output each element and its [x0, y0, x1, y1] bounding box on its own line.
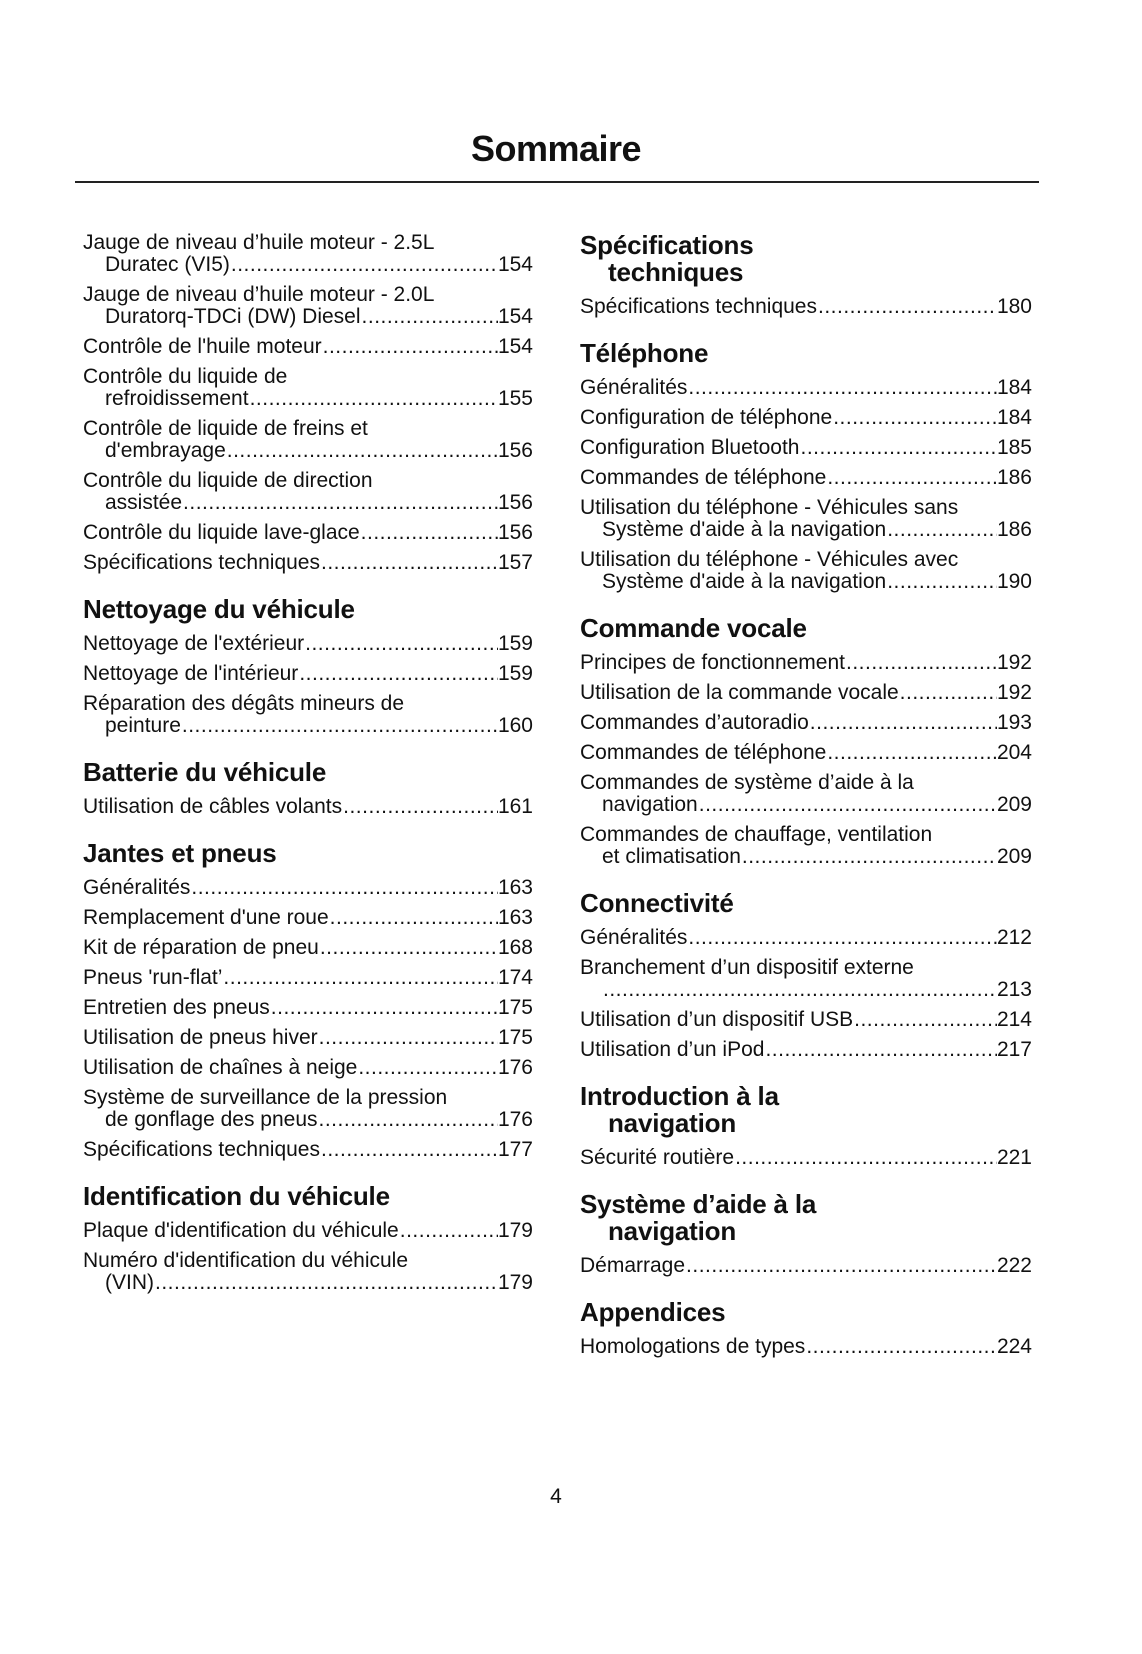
toc-entry-line — [83, 1087, 533, 1109]
page-title: Sommaire — [470, 128, 642, 169]
dot-leader — [685, 1255, 997, 1277]
toc-entry-page: 213 — [996, 978, 1032, 1001]
dot-leader — [320, 552, 498, 574]
toc-entry-page: 154 — [497, 305, 533, 328]
toc-entry-page: 156 — [497, 491, 533, 514]
dot-leader — [800, 437, 997, 459]
toc-entry-label: Entretien des pneus — [83, 996, 270, 1019]
dot-leader — [318, 1027, 498, 1049]
toc-entry-line — [580, 794, 1032, 816]
toc-entry-line — [580, 1255, 1032, 1277]
dot-leader — [399, 1220, 498, 1242]
toc-entry-line — [580, 437, 1032, 459]
toc-entry-line — [580, 742, 1032, 764]
toc-entry-line — [83, 388, 533, 410]
toc-entry-line — [580, 296, 1032, 318]
section-heading — [580, 890, 1032, 917]
toc-entry-page: 186 — [996, 518, 1032, 541]
dot-leader — [222, 967, 498, 989]
dot-leader — [817, 296, 997, 318]
toc-entry-line — [580, 979, 1032, 1001]
dot-leader — [249, 388, 498, 410]
dot-leader — [826, 467, 997, 489]
section-heading — [83, 840, 533, 867]
toc-entry-label: Spécifications techniques — [83, 551, 320, 574]
toc-entry[interactable] — [83, 1220, 533, 1242]
toc-entry-line — [580, 549, 1032, 571]
toc-entry[interactable] — [83, 470, 533, 514]
toc-entry-line — [83, 796, 533, 818]
toc-entry[interactable] — [83, 967, 533, 989]
dot-leader — [764, 1039, 997, 1061]
toc-entry-line — [580, 772, 1032, 794]
toc-entry[interactable] — [83, 232, 533, 276]
toc-entry-page: 155 — [497, 387, 533, 410]
dot-leader — [318, 1109, 498, 1131]
toc-entry-line — [83, 693, 533, 715]
toc-entry-page: 179 — [497, 1271, 533, 1294]
toc-entry-line — [83, 1057, 533, 1079]
dot-leader — [342, 796, 498, 818]
toc-entry-label: Généralités — [580, 376, 688, 399]
toc-entry[interactable] — [580, 712, 1032, 734]
toc-entry[interactable] — [580, 1009, 1032, 1031]
toc-entry-label: Démarrage — [580, 1254, 686, 1277]
toc-entry-page: 209 — [996, 793, 1032, 816]
dot-leader — [886, 519, 997, 541]
toc-entry-label: Contrôle de liquide de freins et — [83, 417, 368, 440]
toc-entry[interactable] — [580, 497, 1032, 541]
toc-entry-label: Sécurité routière — [580, 1146, 735, 1169]
toc-entry-page: 175 — [497, 1026, 533, 1049]
toc-entry-line — [580, 571, 1032, 593]
toc-entry[interactable] — [83, 997, 533, 1019]
toc-entry-line — [83, 522, 533, 544]
dot-leader — [320, 1139, 498, 1161]
toc-entry[interactable] — [580, 957, 1032, 1001]
toc-entry-label: et climatisation — [602, 845, 741, 868]
toc-entry-page: 156 — [497, 521, 533, 544]
dot-leader — [741, 846, 997, 868]
toc-entry-label: Numéro d'identification du véhicule — [83, 1249, 409, 1272]
toc-entry-label: Commandes de système d’aide à la — [580, 771, 914, 794]
toc-entry-line — [580, 712, 1032, 734]
toc-entry-page: 185 — [996, 436, 1032, 459]
section-heading-line: Spécifications — [580, 230, 754, 260]
toc-entry[interactable] — [83, 796, 533, 818]
toc-entry-page: 159 — [497, 662, 533, 685]
toc-column-right — [580, 232, 1032, 1366]
toc-entry-line — [580, 652, 1032, 674]
toc-entry-label: Utilisation de pneus hiver — [83, 1026, 318, 1049]
toc-entry-page: 163 — [497, 906, 533, 929]
section-heading-line: Batterie du véhicule — [83, 757, 327, 787]
toc-entry-line — [580, 846, 1032, 868]
toc-entry-line — [580, 497, 1032, 519]
toc-entry[interactable] — [83, 284, 533, 328]
toc-entry-line — [580, 1336, 1032, 1358]
toc-entry-page: 204 — [996, 741, 1032, 764]
toc-entry-label: Pneus 'run-flat’ — [83, 966, 223, 989]
toc-entry-line — [580, 824, 1032, 846]
section-heading-line: navigation — [608, 1216, 737, 1246]
dot-leader — [845, 652, 997, 674]
toc-entry-page: 174 — [497, 966, 533, 989]
toc-entry-label: Jauge de niveau d’huile moteur - 2.0L — [83, 283, 435, 306]
toc-entry-line — [83, 492, 533, 514]
toc-entry[interactable] — [580, 467, 1032, 489]
toc-entry-label: Principes de fonctionnement — [580, 651, 845, 674]
toc-entry-label: Utilisation d’un dispositif USB — [580, 1008, 854, 1031]
toc-entry-line — [83, 633, 533, 655]
toc-entry-page: 179 — [497, 1219, 533, 1242]
toc-entry-label: Duratec (VI5) — [105, 253, 230, 276]
toc-entry-page: 212 — [996, 926, 1032, 949]
toc-entry-page: 214 — [996, 1008, 1032, 1031]
section-heading-line: techniques — [608, 257, 744, 287]
toc-entry[interactable] — [580, 772, 1032, 816]
toc-entry-line — [580, 1039, 1032, 1061]
toc-entry-page: 163 — [497, 876, 533, 899]
toc-entry[interactable] — [580, 652, 1032, 674]
toc-entry-label: Configuration de téléphone — [580, 406, 833, 429]
toc-entry-page: 160 — [497, 714, 533, 737]
dot-leader — [805, 1336, 997, 1358]
toc-entry[interactable] — [580, 1039, 1032, 1061]
toc-entry-label: (VIN) — [105, 1271, 154, 1294]
dot-leader — [853, 1009, 997, 1031]
dot-leader — [230, 254, 498, 276]
toc-entry-line — [83, 937, 533, 959]
toc-entry-label: Remplacement d'une roue — [83, 906, 329, 929]
toc-entry-line — [83, 1109, 533, 1131]
toc-entry[interactable] — [83, 366, 533, 410]
toc-entry-page: 175 — [497, 996, 533, 1019]
dot-leader — [298, 663, 498, 685]
toc-entry-line — [83, 284, 533, 306]
title-divider — [75, 181, 1039, 183]
dot-leader — [154, 1272, 498, 1294]
toc-entry[interactable] — [580, 407, 1032, 429]
toc-entry-page: 154 — [497, 253, 533, 276]
toc-entry-page: 224 — [996, 1335, 1032, 1358]
toc-entry-label: navigation — [602, 793, 698, 816]
section-heading — [580, 1191, 1032, 1245]
toc-entry-label: assistée — [105, 491, 183, 514]
toc-entry-line — [83, 1139, 533, 1161]
dot-leader — [361, 306, 498, 328]
toc-entry-label: Nettoyage de l'intérieur — [83, 662, 299, 685]
toc-entry-label: peinture — [105, 714, 181, 737]
dot-leader — [826, 742, 997, 764]
toc-entry-page: 154 — [497, 335, 533, 358]
dot-leader — [899, 682, 997, 704]
dot-leader — [190, 877, 498, 899]
toc-entry-page: 156 — [497, 439, 533, 462]
toc-entry-label: Homologations de types — [580, 1335, 806, 1358]
toc-entry-page: 221 — [996, 1146, 1032, 1169]
toc-entry-page: 157 — [497, 551, 533, 574]
toc-entry[interactable] — [83, 907, 533, 929]
toc-entry-page: 180 — [996, 295, 1032, 318]
toc-entry[interactable] — [83, 552, 533, 574]
toc-entry[interactable] — [580, 824, 1032, 868]
toc-entry[interactable] — [83, 663, 533, 685]
toc-entry[interactable] — [580, 742, 1032, 764]
page-number: 4 — [550, 1485, 562, 1508]
toc-entry-label: refroidissement — [105, 387, 249, 410]
toc-entry-line — [580, 467, 1032, 489]
toc-entry-label: Kit de réparation de pneu — [83, 936, 319, 959]
toc-entry[interactable] — [580, 927, 1032, 949]
section-heading — [580, 1083, 1032, 1137]
toc-entry-page: 184 — [996, 406, 1032, 429]
toc-entry-label: Système d'aide à la navigation — [602, 518, 887, 541]
section-heading — [83, 1183, 533, 1210]
toc-entry[interactable] — [580, 1255, 1032, 1277]
toc-entry[interactable] — [83, 1087, 533, 1131]
toc-entry-page: 176 — [497, 1056, 533, 1079]
dot-leader — [304, 633, 498, 655]
dot-leader — [687, 927, 997, 949]
toc-entry-line — [83, 306, 533, 328]
toc-entry-label: Spécifications techniques — [83, 1138, 320, 1161]
toc-entry-line — [83, 254, 533, 276]
section-heading-line: Téléphone — [580, 338, 709, 368]
toc-entry-line — [580, 519, 1032, 541]
section-heading — [580, 1299, 1032, 1326]
toc-entry-line — [580, 1147, 1032, 1169]
toc-entry-label: Utilisation du téléphone - Véhicules sans — [580, 496, 959, 519]
toc-entry-label: Jauge de niveau d’huile moteur - 2.5L — [83, 231, 435, 254]
toc-entry-label: Commandes de téléphone — [580, 741, 827, 764]
toc-entry[interactable] — [83, 1250, 533, 1294]
toc-entry-label: Contrôle du liquide de — [83, 365, 288, 388]
toc-entry-line — [83, 418, 533, 440]
toc-entry-page: 161 — [497, 795, 533, 818]
section-heading — [83, 596, 533, 623]
dot-leader — [319, 937, 498, 959]
dot-leader — [270, 997, 498, 1019]
toc-entry-label: Système d'aide à la navigation — [602, 570, 887, 593]
toc-entry-label: Commandes de chauffage, ventilation — [580, 823, 933, 846]
section-heading-line: Introduction à la — [580, 1081, 779, 1111]
toc-entry-page: 209 — [996, 845, 1032, 868]
dot-leader — [226, 440, 498, 462]
toc-entry-line — [83, 440, 533, 462]
dot-leader — [329, 907, 498, 929]
toc-entry-line — [83, 1027, 533, 1049]
section-heading-line: Identification du véhicule — [83, 1181, 390, 1211]
toc-entry-label: Généralités — [83, 876, 191, 899]
toc-entry-label: Branchement d’un dispositif externe — [580, 956, 914, 979]
toc-entry-label: Contrôle de l'huile moteur — [83, 335, 322, 358]
section-heading-line: Système d’aide à la — [580, 1189, 817, 1219]
toc-entry-line — [580, 682, 1032, 704]
toc-entry-line — [83, 1220, 533, 1242]
toc-entry-label: Utilisation du téléphone - Véhicules avec — [580, 548, 959, 571]
toc-entry-page: 168 — [497, 936, 533, 959]
toc-entry-label: Commandes d’autoradio — [580, 711, 809, 734]
toc-entry[interactable] — [580, 1147, 1032, 1169]
toc-entry-label: Duratorq-TDCi (DW) Diesel — [105, 305, 361, 328]
dot-leader — [181, 715, 498, 737]
dot-leader — [360, 522, 498, 544]
toc-entry-page: 184 — [996, 376, 1032, 399]
toc-entry-line — [83, 336, 533, 358]
toc-column-left — [83, 232, 533, 1302]
toc-entry-page: 217 — [996, 1038, 1032, 1061]
toc-entry[interactable] — [83, 336, 533, 358]
toc-entry[interactable] — [580, 682, 1032, 704]
toc-entry[interactable] — [580, 296, 1032, 318]
toc-entry[interactable] — [83, 1139, 533, 1161]
toc-entry-line — [580, 1009, 1032, 1031]
toc-entry-label: Plaque d'identification du véhicule — [83, 1219, 399, 1242]
toc-entry-line — [83, 470, 533, 492]
toc-entry-page: 192 — [996, 681, 1032, 704]
dot-leader — [734, 1147, 997, 1169]
toc-entry-line — [83, 366, 533, 388]
toc-entry-label: Configuration Bluetooth — [580, 436, 800, 459]
section-heading-line: Commande vocale — [580, 613, 807, 643]
toc-entry[interactable] — [83, 693, 533, 737]
toc-entry[interactable] — [580, 1336, 1032, 1358]
toc-entry-label: Contrôle du liquide de direction — [83, 469, 373, 492]
toc-entry-label: Généralités — [580, 926, 688, 949]
toc-entry[interactable] — [83, 1057, 533, 1079]
toc-entry-label: Utilisation de câbles volants — [83, 795, 343, 818]
toc-entry-line — [83, 967, 533, 989]
toc-entry[interactable] — [83, 522, 533, 544]
toc-entry-line — [83, 552, 533, 574]
toc-entry[interactable] — [83, 937, 533, 959]
section-heading-line: Appendices — [580, 1297, 726, 1327]
section-heading-line: Nettoyage du véhicule — [83, 594, 355, 624]
toc-entry-line — [580, 927, 1032, 949]
dot-leader — [687, 377, 997, 399]
toc-entry-line — [83, 1272, 533, 1294]
toc-entry-line — [83, 877, 533, 899]
dot-leader — [832, 407, 997, 429]
section-heading — [580, 232, 1032, 286]
toc-entry-page: 177 — [497, 1138, 533, 1161]
toc-entry[interactable] — [580, 377, 1032, 399]
toc-entry-label: Réparation des dégâts mineurs de — [83, 692, 405, 715]
toc-entry-page: 193 — [996, 711, 1032, 734]
section-heading — [83, 759, 533, 786]
toc-entry-line — [580, 377, 1032, 399]
section-heading-line: navigation — [608, 1108, 737, 1138]
toc-entry-line — [83, 997, 533, 1019]
toc-entry-label: de gonflage des pneus — [105, 1108, 318, 1131]
toc-entry[interactable] — [83, 633, 533, 655]
toc-entry-label: Utilisation de chaînes à neige — [83, 1056, 358, 1079]
toc-entry-page: 186 — [996, 466, 1032, 489]
toc-entry-line — [83, 232, 533, 254]
toc-entry[interactable] — [83, 877, 533, 899]
toc-entry-label: Nettoyage de l'extérieur — [83, 632, 305, 655]
toc-entry-label: Commandes de téléphone — [580, 466, 827, 489]
section-heading — [580, 340, 1032, 367]
dot-leader — [602, 979, 997, 1001]
toc-entry-label: Spécifications techniques — [580, 295, 817, 318]
section-heading-line: Jantes et pneus — [83, 838, 277, 868]
toc-entry-label: Contrôle du liquide lave-glace — [83, 521, 360, 544]
toc-entry-page: 192 — [996, 651, 1032, 674]
toc-entry-line — [580, 957, 1032, 979]
toc-entry-label: d'embrayage — [105, 439, 226, 462]
toc-entry-label: Utilisation de la commande vocale — [580, 681, 899, 704]
toc-entry[interactable] — [580, 437, 1032, 459]
dot-leader — [322, 336, 498, 358]
dot-leader — [809, 712, 997, 734]
dot-leader — [182, 492, 498, 514]
toc-entry-line — [83, 663, 533, 685]
toc-entry-page: 176 — [497, 1108, 533, 1131]
toc-entry-label: Utilisation d’un iPod — [580, 1038, 765, 1061]
toc-entry-line — [83, 1250, 533, 1272]
dot-leader — [357, 1057, 498, 1079]
toc-entry-line — [580, 407, 1032, 429]
toc-entry-page: 222 — [996, 1254, 1032, 1277]
section-heading-line: Connectivité — [580, 888, 734, 918]
toc-entry-line — [83, 907, 533, 929]
dot-leader — [698, 794, 997, 816]
toc-entry[interactable] — [580, 549, 1032, 593]
toc-entry-label: Système de surveillance de la pression — [83, 1086, 448, 1109]
toc-entry-page: 190 — [996, 570, 1032, 593]
toc-entry[interactable] — [83, 418, 533, 462]
dot-leader — [886, 571, 997, 593]
toc-entry-line — [83, 715, 533, 737]
toc-entry-page: 159 — [497, 632, 533, 655]
section-heading — [580, 615, 1032, 642]
toc-entry[interactable] — [83, 1027, 533, 1049]
